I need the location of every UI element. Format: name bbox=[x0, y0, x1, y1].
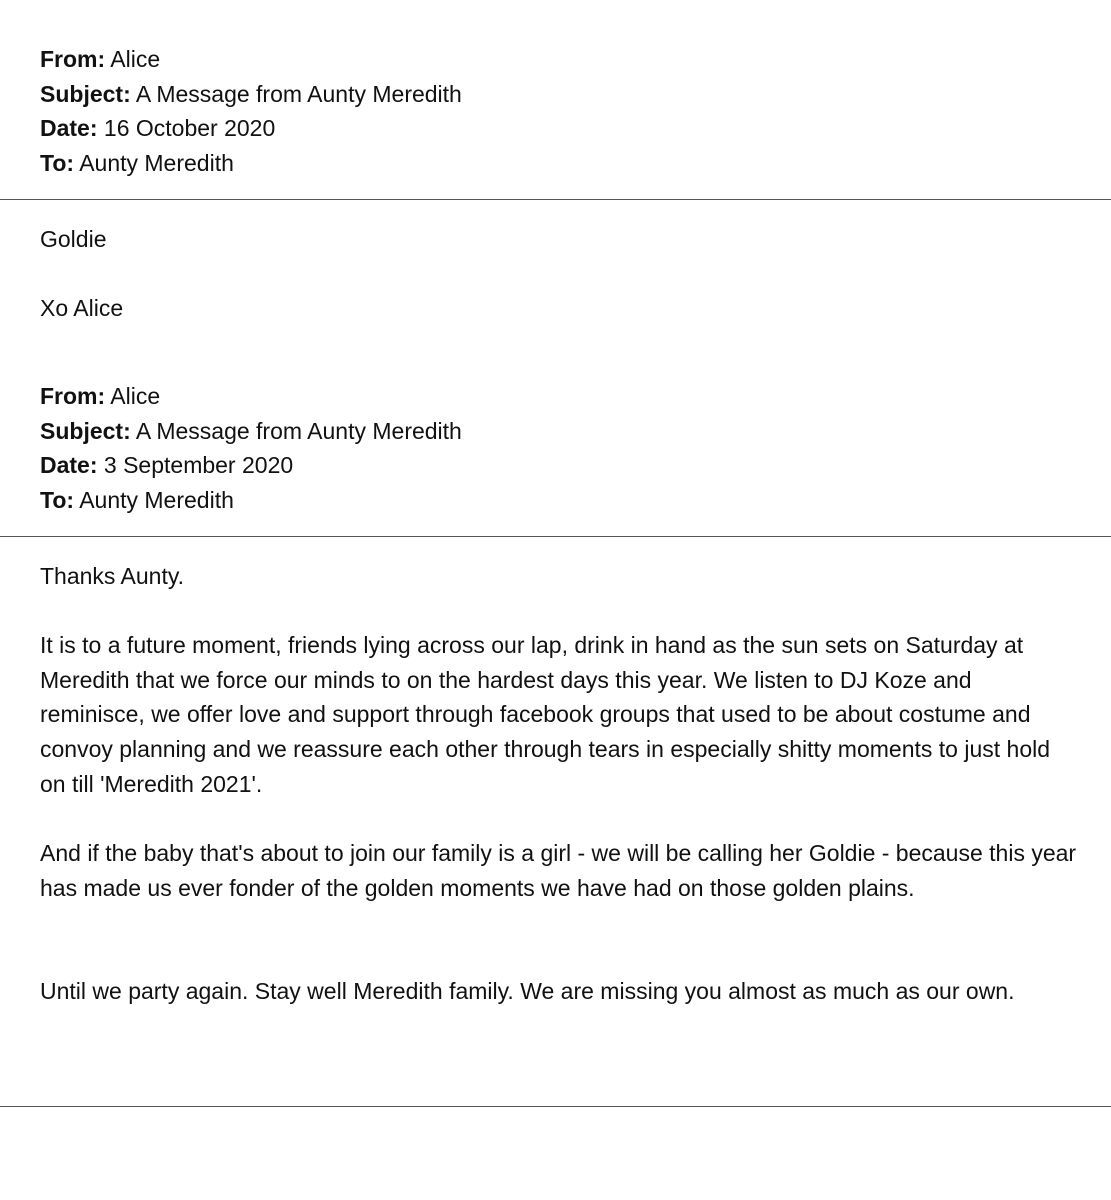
date-line bbox=[40, 111, 462, 146]
date-value: 3 September 2020 bbox=[103, 452, 294, 479]
body-paragraph: Xo Alice bbox=[40, 295, 124, 321]
from-label: From: bbox=[40, 46, 106, 72]
date-value: 16 October 2020 bbox=[103, 115, 276, 142]
date-label: Date: bbox=[40, 115, 98, 142]
to-line bbox=[40, 146, 462, 181]
subject-line bbox=[40, 77, 462, 112]
subject-label: Subject: bbox=[40, 417, 131, 444]
subject-value: A Message from Aunty Meredith bbox=[135, 80, 462, 107]
subject-value: A Message from Aunty Meredith bbox=[135, 417, 462, 444]
body-paragraph: Goldie bbox=[40, 226, 107, 252]
body-paragraph: It is to a future moment, friends lying across our lap, drink in hand as the sun sets on Saturday at Meredith that we force our minds to on the hardest days this year. We listen to DJ Koze and reminisce, we offer love and support through facebook groups that used to be about costume and convoy planning and we reassure each other through tears in especially shitty moments to just hold on till 'Meredith 2021'. bbox=[40, 632, 1051, 797]
to-value: Aunty Meredith bbox=[79, 487, 234, 514]
date-label: Date: bbox=[40, 452, 98, 479]
from-line bbox=[40, 42, 462, 77]
body-paragraph: Until we party again. Stay well Meredith family. We are missing you almost as much as our own. bbox=[40, 978, 1015, 1004]
subject-label: Subject: bbox=[40, 80, 131, 107]
to-line bbox=[40, 483, 462, 518]
subject-line bbox=[40, 414, 462, 449]
header-divider bbox=[0, 536, 1111, 537]
email-header bbox=[0, 379, 462, 518]
from-value: Alice bbox=[110, 46, 161, 72]
email-header bbox=[0, 42, 462, 181]
to-label: To: bbox=[40, 487, 75, 514]
from-label: From: bbox=[40, 383, 106, 409]
body-paragraph: Thanks Aunty. bbox=[40, 563, 185, 589]
footer-divider bbox=[0, 1106, 1111, 1107]
body-paragraph: And if the baby that's about to join our family is a girl - we will be calling her Goldie - because this year has made us ever fonder of the golden moments we have had on those golden plains. bbox=[40, 840, 1077, 901]
to-value: Aunty Meredith bbox=[79, 150, 234, 177]
date-line bbox=[40, 448, 462, 483]
to-label: To: bbox=[40, 150, 75, 177]
from-value: Alice bbox=[110, 383, 161, 409]
from-line bbox=[40, 379, 462, 414]
header-divider bbox=[0, 199, 1111, 200]
